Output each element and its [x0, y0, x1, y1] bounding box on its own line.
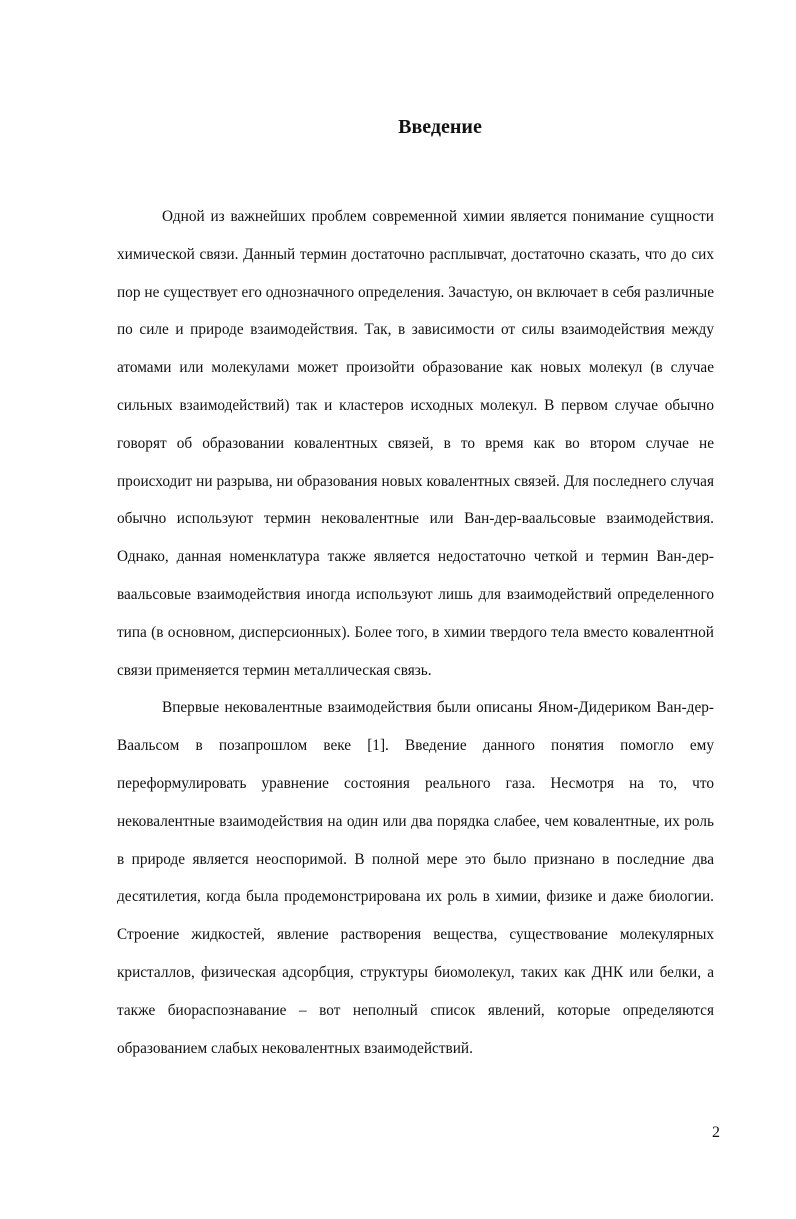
body-text	[117, 198, 714, 1067]
page-number: 2	[712, 1124, 720, 1141]
page-title: Введение	[398, 116, 482, 138]
paragraph-2: Впервые нековалентные взаимодействия были описаны Яном-Дидериком Ван-дер-Ваальсом в позапрошлом веке [1]. Введение данного понятия помогло ему переформулировать уравнение состояния реального газа. Несмотря на то, что нековалентные взаимодействия на один или два порядка слабее, чем ковалентные, их роль в природе является неоспоримой. В полной мере это было признано в последние два десятилетия, когда была продемонстрирована их роль в химии, физике и даже биологии. Строение жидкостей, явление растворения вещества, существование молекулярных кристаллов, физическая адсорбция, структуры биомолекул, таких как ДНК или белки, а также биораспознавание – вот неполный список явлений, которые определяются образованием слабых нековалентных взаимодействий.	[117, 699, 714, 1057]
paragraph-1: Одной из важнейших проблем современной химии является понимание сущности химической связи. Данный термин достаточно расплывчат, достаточно сказать, что до сих пор не существует его однозначного определения. Зачастую, он включает в себя различные по силе и природе взаимодействия. Так, в зависимости от силы взаимодействия между атомами или молекулами может произойти образование как новых молекул (в случае сильных взаимодействий) так и кластеров исходных молекул. В первом случае обычно говорят об образовании ковалентных связей, в то время как во втором случае не происходит ни разрыва, ни образования новых ковалентных связей. Для последнего случая обычно используют термин нековалентные или Ван-дер-ваальсовые взаимодействия. Однако, данная номенклатура также является недостаточно четкой и термин Ван-дер-ваальсовые взаимодействия иногда используют лишь для взаимодействий определенного типа (в основном, дисперсионных). Более того, в химии твердого тела вместо ковалентной связи применяется термин металлическая связь.	[117, 208, 714, 679]
